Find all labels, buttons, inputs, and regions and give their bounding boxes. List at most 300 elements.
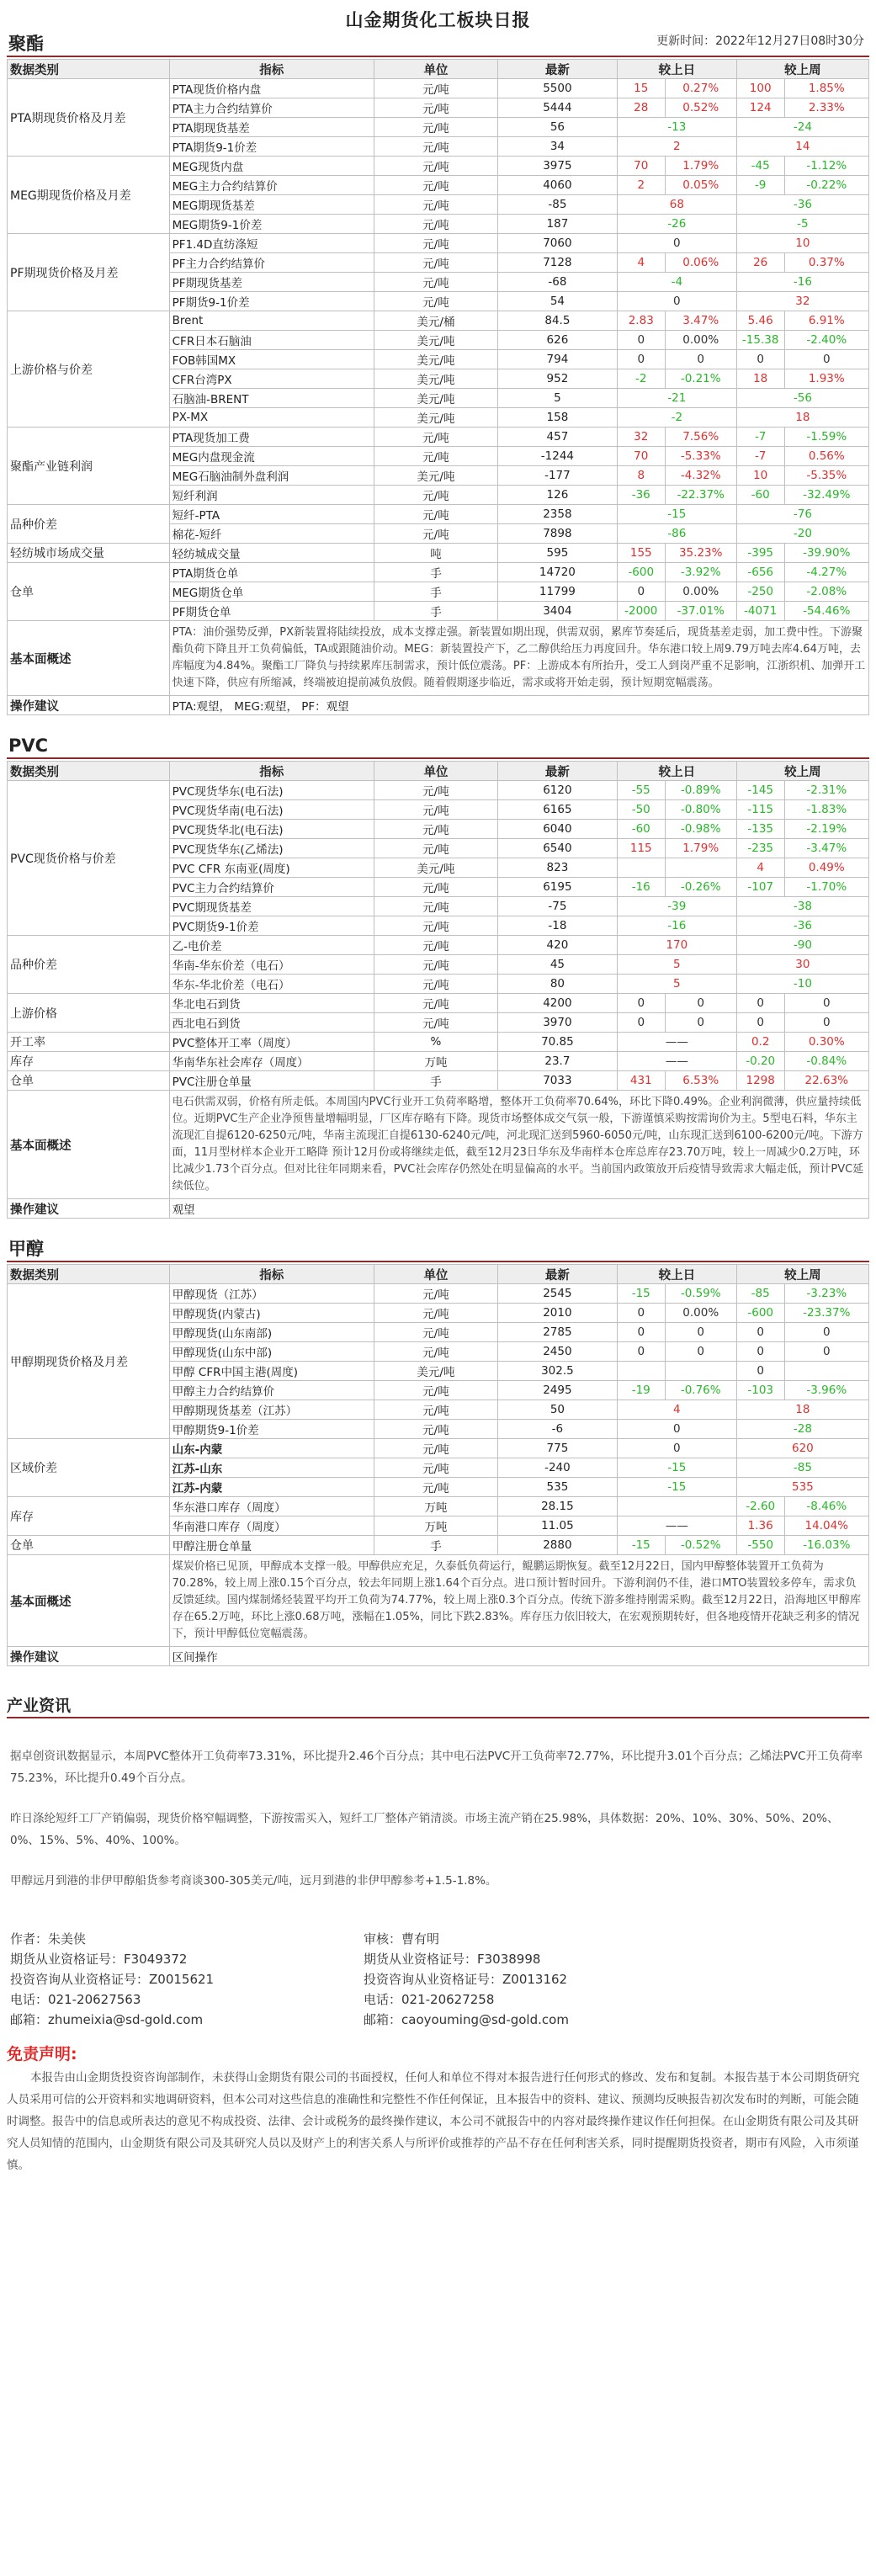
col-header-unit: 单位 — [374, 60, 497, 79]
col-header-category: 数据类别 — [8, 60, 170, 79]
table-row — [8, 505, 869, 524]
week-change-pct: -39.90% — [784, 544, 868, 563]
week-change-pct: 0 — [784, 1323, 868, 1342]
table-row — [8, 994, 869, 1013]
indicator-name: 短纤利润 — [169, 486, 374, 505]
indicator-name: 甲醇 CFR中国主港(周度) — [169, 1362, 374, 1381]
day-change-pct: 0 — [665, 1323, 736, 1342]
unit-cell: 元/吨 — [374, 936, 497, 955]
indicator-name: 华东港口库存（周度） — [169, 1497, 374, 1516]
week-change-abs: -60 — [736, 486, 784, 505]
latest-value: 626 — [497, 331, 617, 350]
week-change-pct: 2.33% — [784, 98, 868, 118]
indicator-name: PVC现货华南(电石法) — [169, 800, 374, 820]
latest-value: 7033 — [497, 1071, 617, 1091]
col-header-vs-week: 较上周 — [736, 60, 868, 79]
week-change-pct: -0.22% — [784, 176, 868, 195]
unit-cell: 手 — [374, 563, 497, 582]
table-row — [8, 1497, 869, 1516]
latest-value: 5500 — [497, 79, 617, 98]
day-change: 0 — [617, 292, 736, 311]
day-change-pct: -0.80% — [665, 800, 736, 820]
latest-value: 420 — [497, 936, 617, 955]
indicator-name: 江苏-内蒙 — [169, 1478, 374, 1497]
indicator-name: 乙-电价差 — [169, 936, 374, 955]
week-change: -36 — [736, 916, 868, 936]
week-change: 620 — [736, 1439, 868, 1458]
unit-cell: 元/吨 — [374, 195, 497, 215]
category-label: PF期现货价格及月差 — [8, 234, 170, 311]
unit-cell: 元/吨 — [374, 1304, 497, 1323]
week-change-abs: -85 — [736, 1284, 784, 1304]
latest-value: 775 — [497, 1439, 617, 1458]
unit-cell: 元/吨 — [374, 1420, 497, 1439]
latest-value: 3970 — [497, 1013, 617, 1033]
category-label: 仓单 — [8, 1536, 170, 1555]
week-change-abs: 0.2 — [736, 1033, 784, 1052]
latest-value: -177 — [497, 466, 617, 486]
week-change-pct: -1.59% — [784, 428, 868, 447]
table-row — [8, 234, 869, 253]
week-change: -5 — [736, 215, 868, 234]
advice-row — [8, 1647, 869, 1666]
unit-cell: % — [374, 1033, 497, 1052]
latest-value: -18 — [497, 916, 617, 936]
week-change: -38 — [736, 897, 868, 916]
day-change-abs: 2 — [617, 176, 665, 195]
day-change-pct: 0 — [665, 994, 736, 1013]
week-change-pct: 1.85% — [784, 79, 868, 98]
week-change: -24 — [736, 118, 868, 137]
latest-value: -75 — [497, 897, 617, 916]
unit-cell: 元/吨 — [374, 1478, 497, 1497]
latest-value: 6120 — [497, 781, 617, 800]
indicator-name: 甲醇现货(山东南部) — [169, 1323, 374, 1342]
unit-cell: 元/吨 — [374, 253, 497, 273]
latest-value: 7898 — [497, 524, 617, 544]
day-change-abs: 115 — [617, 839, 665, 858]
section-title: PVC — [8, 736, 49, 756]
day-change-abs — [617, 858, 665, 878]
indicator-name: PVC现货华东(电石法) — [169, 781, 374, 800]
unit-cell: 元/吨 — [374, 234, 497, 253]
indicator-name: 甲醇现货(内蒙古) — [169, 1304, 374, 1323]
week-change-pct: 14.04% — [784, 1516, 868, 1536]
week-change-abs: -103 — [736, 1381, 784, 1400]
unit-cell: 元/吨 — [374, 157, 497, 176]
day-change-pct: 3.47% — [665, 311, 736, 331]
table-row — [8, 936, 869, 955]
week-change-pct: 0 — [784, 1342, 868, 1362]
category-label: 轻纺城市场成交量 — [8, 544, 170, 563]
disclaimer-title: 免责声明: — [7, 2045, 77, 2063]
day-change-abs: -19 — [617, 1381, 665, 1400]
week-change-abs: 1298 — [736, 1071, 784, 1091]
indicator-name: 轻纺城成交量 — [169, 544, 374, 563]
indicator-name: PX-MX — [169, 408, 374, 428]
week-change: -28 — [736, 1420, 868, 1439]
week-change: -85 — [736, 1458, 868, 1478]
latest-value: 2358 — [497, 505, 617, 524]
unit-cell: 美元/吨 — [374, 331, 497, 350]
unit-cell: 元/吨 — [374, 1458, 497, 1478]
latest-value: 823 — [497, 858, 617, 878]
latest-value: -68 — [497, 273, 617, 292]
day-change: -15 — [617, 505, 736, 524]
news-section — [7, 1692, 869, 1895]
week-change-pct: 0.37% — [784, 253, 868, 273]
unit-cell: 元/吨 — [374, 1381, 497, 1400]
author-line: 作者：朱美侠 — [10, 1931, 87, 1947]
indicator-name: PVC主力合约结算价 — [169, 878, 374, 897]
day-change-pct: 35.23% — [665, 544, 736, 563]
day-change-pct: -0.89% — [665, 781, 736, 800]
section-underline — [7, 56, 869, 57]
unit-cell: 元/吨 — [374, 1439, 497, 1458]
latest-value: 6165 — [497, 800, 617, 820]
advice-row — [8, 696, 869, 715]
day-change-abs: 0 — [617, 1342, 665, 1362]
week-change-abs: -550 — [736, 1536, 784, 1555]
indicator-name: 甲醇现货（江苏） — [169, 1284, 374, 1304]
col-header-unit: 单位 — [374, 1265, 497, 1284]
day-change: 4 — [617, 1400, 736, 1420]
week-change-abs: 0 — [736, 350, 784, 369]
unit-cell: 元/吨 — [374, 781, 497, 800]
week-change-pct: 0 — [784, 350, 868, 369]
week-change-pct: -2.08% — [784, 582, 868, 602]
day-change: -39 — [617, 897, 736, 916]
fundamental-label: 基本面概述 — [8, 621, 170, 696]
unit-cell: 元/吨 — [374, 994, 497, 1013]
table-header-row — [8, 60, 869, 79]
latest-value: 34 — [497, 137, 617, 157]
day-change-abs: 8 — [617, 466, 665, 486]
section-methanol — [7, 1234, 869, 1692]
day-change-pct: -0.59% — [665, 1284, 736, 1304]
fundamental-row — [8, 1555, 869, 1647]
table-row — [8, 1033, 869, 1052]
day-change: 68 — [617, 195, 736, 215]
week-change-pct: -5.35% — [784, 466, 868, 486]
category-label: 仓单 — [8, 563, 170, 621]
week-change-pct: -16.03% — [784, 1536, 868, 1555]
col-header-vs-day: 较上日 — [617, 762, 736, 781]
unit-cell: 元/吨 — [374, 79, 497, 98]
day-change: 5 — [617, 955, 736, 975]
category-label: PTA期现货价格及月差 — [8, 79, 170, 157]
week-change-abs: -115 — [736, 800, 784, 820]
category-label: 聚酯产业链利润 — [8, 428, 170, 505]
advice-row — [8, 1199, 869, 1219]
day-change-pct: 0 — [665, 1013, 736, 1033]
latest-value: -6 — [497, 1420, 617, 1439]
col-header-indicator: 指标 — [169, 1265, 374, 1284]
data-table — [7, 1264, 869, 1666]
week-change-pct: -23.37% — [784, 1304, 868, 1323]
unit-cell: 吨 — [374, 544, 497, 563]
table-row — [8, 79, 869, 98]
col-header-vs-day: 较上日 — [617, 1265, 736, 1284]
category-label: 开工率 — [8, 1033, 170, 1052]
indicator-name: FOB韩国MX — [169, 350, 374, 369]
category-label: MEG期现货价格及月差 — [8, 157, 170, 234]
news-underline — [7, 1717, 869, 1718]
latest-value: 6040 — [497, 820, 617, 839]
unit-cell: 手 — [374, 1071, 497, 1091]
unit-cell: 元/吨 — [374, 428, 497, 447]
table-row — [8, 157, 869, 176]
week-change-pct: 0.49% — [784, 858, 868, 878]
day-change: -86 — [617, 524, 736, 544]
indicator-name: 华南华东社会库存（周度） — [169, 1052, 374, 1071]
reviewer-info — [364, 1929, 717, 2030]
unit-cell: 元/吨 — [374, 215, 497, 234]
day-change-abs: 4 — [617, 253, 665, 273]
week-change: -16 — [736, 273, 868, 292]
week-change: -20 — [736, 524, 868, 544]
week-change-pct: -2.31% — [784, 781, 868, 800]
news-paragraph: 昨日涤纶短纤工厂产销偏弱，现货价格窄幅调整，下游按需买入，短纤工厂整体产销清淡。市场主流产销在25.98%，具体数据：20%、10%、30%、50%、20%、0%、15%、5%、40%、100%。 — [10, 1812, 839, 1847]
section-polyester — [7, 29, 869, 730]
advice-label: 操作建议 — [8, 1199, 170, 1219]
category-label: 仓单 — [8, 1071, 170, 1091]
indicator-name: PVC整体开工率（周度） — [169, 1033, 374, 1052]
week-change-abs: -7 — [736, 447, 784, 466]
day-change-pct: 0 — [665, 350, 736, 369]
fundamental-label: 基本面概述 — [8, 1091, 170, 1199]
col-header-unit: 单位 — [374, 762, 497, 781]
day-change-abs: -36 — [617, 486, 665, 505]
unit-cell: 元/吨 — [374, 1400, 497, 1420]
week-change-abs: 1.36 — [736, 1516, 784, 1536]
table-header-row — [8, 762, 869, 781]
unit-cell: 元/吨 — [374, 800, 497, 820]
week-change-abs: -2.60 — [736, 1497, 784, 1516]
fundamental-text: 煤炭价格已见顶，甲醇成本支撑一般。甲醇供应充足，久泰低负荷运行，鲲鹏运期恢复。截至12月22日，国内甲醇整体装置开工负荷为70.28%，较上周上涨0.15个百分点，较去年同期上涨1.64个百分点。进口预计暂时回升。下游利润仍不佳，港口MTO装置较多停车，需求负反馈延续。国内煤制烯烃装置平均开工负荷为74.77%，较上周上涨0.3个百分点。传统下游多维持刚需采购。截至12月22日，沿海地区甲醇库存在65.2万吨，环比上涨0.68万吨，涨幅在1.05%，同比下跌2.83%。库存压力依旧较大，在宏观预期转好，但各地疫情开花缺乏利多的情况下，预计甲醇低位宽幅震荡。 — [169, 1555, 868, 1647]
category-label: 甲醇期现货价格及月差 — [8, 1284, 170, 1439]
author-block — [7, 1929, 869, 2030]
day-change-pct: 0.05% — [665, 176, 736, 195]
latest-value: -85 — [497, 195, 617, 215]
week-change-pct: 0 — [784, 1013, 868, 1033]
latest-value: 56 — [497, 118, 617, 137]
latest-value: 54 — [497, 292, 617, 311]
unit-cell: 元/吨 — [374, 137, 497, 157]
unit-cell: 元/吨 — [374, 839, 497, 858]
col-header-vs-week: 较上周 — [736, 1265, 868, 1284]
day-change-pct: 7.56% — [665, 428, 736, 447]
indicator-name: PF期货仓单 — [169, 602, 374, 621]
indicator-name: PTA现货价格内盘 — [169, 79, 374, 98]
table-row — [8, 1536, 869, 1555]
col-header-category: 数据类别 — [8, 762, 170, 781]
week-change: -76 — [736, 505, 868, 524]
day-change-pct: 0.06% — [665, 253, 736, 273]
latest-value: 11799 — [497, 582, 617, 602]
indicator-name: 华南港口库存（周度） — [169, 1516, 374, 1536]
week-change: -10 — [736, 975, 868, 994]
category-label: PVC现货价格与价差 — [8, 781, 170, 936]
report-title: 山金期货化工板块日报 — [345, 10, 531, 30]
indicator-name: PF期货9-1价差 — [169, 292, 374, 311]
indicator-name: CFR台湾PX — [169, 369, 374, 389]
latest-value: 2785 — [497, 1323, 617, 1342]
unit-cell: 元/吨 — [374, 975, 497, 994]
update-time: 更新时间：2022年12月27日08时30分 — [656, 35, 864, 48]
col-header-indicator: 指标 — [169, 60, 374, 79]
day-change-abs: -600 — [617, 563, 665, 582]
indicator-name: Brent — [169, 311, 374, 331]
col-header-latest: 最新 — [497, 762, 617, 781]
day-change-abs: 155 — [617, 544, 665, 563]
day-change: —— — [617, 1033, 736, 1052]
latest-value: 3975 — [497, 157, 617, 176]
category-label: 品种价差 — [8, 936, 170, 994]
day-change-pct: -5.33% — [665, 447, 736, 466]
day-change-abs: -2 — [617, 369, 665, 389]
day-change-pct: 0.00% — [665, 582, 736, 602]
author-line: 邮箱：caoyouming@sd-gold.com — [364, 2012, 569, 2027]
unit-cell: 元/吨 — [374, 878, 497, 897]
latest-value: 11.05 — [497, 1516, 617, 1536]
indicator-name: 石脑油-BRENT — [169, 389, 374, 408]
latest-value: 80 — [497, 975, 617, 994]
unit-cell: 元/吨 — [374, 1013, 497, 1033]
category-label: 品种价差 — [8, 505, 170, 544]
advice-text: 区间操作 — [169, 1647, 868, 1666]
advice-text: PTA:观望， MEG:观望， PF：观望 — [169, 696, 868, 715]
latest-value: 2450 — [497, 1342, 617, 1362]
unit-cell: 元/吨 — [374, 1284, 497, 1304]
col-header-latest: 最新 — [497, 1265, 617, 1284]
week-change-pct: -3.47% — [784, 839, 868, 858]
table-row — [8, 544, 869, 563]
advice-label: 操作建议 — [8, 696, 170, 715]
week-change-abs: 0 — [736, 1362, 784, 1381]
unit-cell: 手 — [374, 602, 497, 621]
unit-cell: 元/吨 — [374, 486, 497, 505]
week-change-abs: -4071 — [736, 602, 784, 621]
indicator-name: PTA期货9-1价差 — [169, 137, 374, 157]
unit-cell: 元/吨 — [374, 820, 497, 839]
unit-cell: 元/吨 — [374, 524, 497, 544]
day-change-pct: -37.01% — [665, 602, 736, 621]
col-header-latest: 最新 — [497, 60, 617, 79]
unit-cell: 元/吨 — [374, 897, 497, 916]
indicator-name: PVC期货9-1价差 — [169, 916, 374, 936]
week-change: -56 — [736, 389, 868, 408]
unit-cell: 元/吨 — [374, 176, 497, 195]
table-row — [8, 1284, 869, 1304]
unit-cell: 美元/吨 — [374, 350, 497, 369]
indicator-name: PTA现货加工费 — [169, 428, 374, 447]
week-change: -36 — [736, 195, 868, 215]
latest-value: 302.5 — [497, 1362, 617, 1381]
day-change-pct: -22.37% — [665, 486, 736, 505]
advice-text: 观望 — [169, 1199, 868, 1219]
week-change: -90 — [736, 936, 868, 955]
fundamental-label: 基本面概述 — [8, 1555, 170, 1647]
category-label: 库存 — [8, 1497, 170, 1536]
week-change-abs: 10 — [736, 466, 784, 486]
week-change: 10 — [736, 234, 868, 253]
week-change-abs: -9 — [736, 176, 784, 195]
week-change-pct: -1.12% — [784, 157, 868, 176]
col-header-indicator: 指标 — [169, 762, 374, 781]
indicator-name: MEG内盘现金流 — [169, 447, 374, 466]
table-header-row — [8, 1265, 869, 1284]
week-change-pct: 22.63% — [784, 1071, 868, 1091]
day-change-pct: -0.76% — [665, 1381, 736, 1400]
indicator-name: PVC期现货基差 — [169, 897, 374, 916]
indicator-name: PF主力合约结算价 — [169, 253, 374, 273]
day-change: -15 — [617, 1478, 736, 1497]
week-change-abs: 4 — [736, 858, 784, 878]
day-change: —— — [617, 1516, 736, 1536]
day-change-abs: 0 — [617, 1013, 665, 1033]
table-row — [8, 428, 869, 447]
latest-value: 84.5 — [497, 311, 617, 331]
week-change-abs: 0 — [736, 1013, 784, 1033]
day-change: -13 — [617, 118, 736, 137]
fundamental-row — [8, 621, 869, 696]
indicator-name: 华东-华北价差（电石） — [169, 975, 374, 994]
day-change-pct: 0.52% — [665, 98, 736, 118]
day-change-abs: 28 — [617, 98, 665, 118]
week-change-abs: 100 — [736, 79, 784, 98]
indicator-name: PTA期现货基差 — [169, 118, 374, 137]
day-change-abs — [617, 1362, 665, 1381]
week-change-abs: -235 — [736, 839, 784, 858]
day-change: 0 — [617, 234, 736, 253]
week-change-abs: -0.20 — [736, 1052, 784, 1071]
day-change-pct — [665, 858, 736, 878]
week-change-pct: -8.46% — [784, 1497, 868, 1516]
section-underline — [7, 757, 869, 759]
unit-cell: 美元/吨 — [374, 1362, 497, 1381]
latest-value: 2010 — [497, 1304, 617, 1323]
day-change: 5 — [617, 975, 736, 994]
week-change-abs: 124 — [736, 98, 784, 118]
table-row — [8, 1071, 869, 1091]
day-change: -4 — [617, 273, 736, 292]
day-change-pct: 0.00% — [665, 1304, 736, 1323]
latest-value: 45 — [497, 955, 617, 975]
day-change-pct: 1.79% — [665, 157, 736, 176]
latest-value: 28.15 — [497, 1497, 617, 1516]
day-change-abs: 0 — [617, 350, 665, 369]
disclaimer-text: 本报告由山金期货投资咨询部制作，未获得山金期货有限公司的书面授权，任何人和单位不得对本报告进行任何形式的修改、发布和复制。本报告基于本公司期货研究人员采用可信的公开资料和实地调研资料，但本公司对这些信息的准确性和完整性不作任何保证，且本报告中的资料、建议、预测均反映报告初次发布时的判断，可能会随时调整。报告中的信息或所表达的意见不构成投资、法律、会计或税务的最终操作建议，本公司不就报告中的内容对最终操作建议作任何担保。在山金期货有限公司及其研究人员知情的范围内，山金期货有限公司及其研究人员以及财产上的利害关系人与所评价或推荐的产品不存在任何利害关系，同时提醒期货投资者，期市有风险，入市须谨慎。 — [7, 2071, 860, 2172]
day-change-pct: -0.98% — [665, 820, 736, 839]
news-title: 产业资讯 — [7, 1697, 72, 1715]
author-line: 期货从业资格证号：F3038998 — [364, 1952, 541, 1967]
week-change-abs: 5.46 — [736, 311, 784, 331]
unit-cell: 手 — [374, 1536, 497, 1555]
indicator-name: PTA主力合约结算价 — [169, 98, 374, 118]
day-change: 2 — [617, 137, 736, 157]
day-change: -15 — [617, 1458, 736, 1478]
author-line: 电话：021-20627258 — [364, 1992, 495, 2007]
week-change-pct: -2.40% — [784, 331, 868, 350]
week-change-abs: 0 — [736, 994, 784, 1013]
section-title: 甲醇 — [8, 1239, 44, 1259]
author-line: 邮箱：zhumeixia@sd-gold.com — [10, 2012, 204, 2027]
indicator-name: PF1.4D直纺涤短 — [169, 234, 374, 253]
latest-value: 2880 — [497, 1536, 617, 1555]
day-change-pct: 1.79% — [665, 839, 736, 858]
unit-cell: 美元/吨 — [374, 389, 497, 408]
